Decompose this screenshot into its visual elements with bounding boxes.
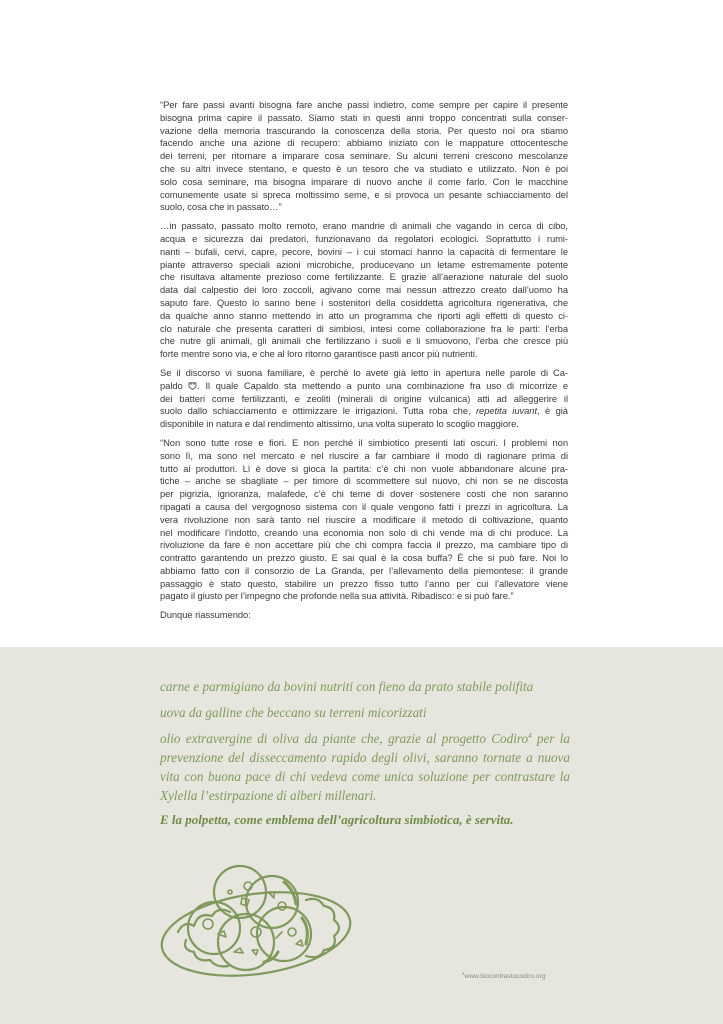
- text-line: sono lì, ma sono nel mercato e nel riuscire a far cambiare il modo di ragionare prima di: [160, 449, 568, 461]
- text-line: data dal calpestio dei loro zoccoli, agivano come mai nessun attrezzo creato dall’uomo ha: [160, 284, 568, 296]
- paragraph: [160, 220, 568, 361]
- text-line: Se il discorso vi suona familiare, è perché lo avete già letto in apertura nelle parole di Ca-: [160, 366, 568, 378]
- text-line: saputo fare. Questo lo sanno bene i sostenitori della cosiddetta agricoltura rigenerativa, che: [160, 296, 568, 308]
- text-line: bisogna prima capire il passato. Siamo stati in questi anni troppo concentrati sulla conser-: [160, 111, 568, 123]
- text-line: disponibile in natura e dal rendimento altissimo, una volta superato lo scoglio maggiore.: [160, 418, 519, 430]
- footnote-url[interactable]: www.biocontrastocodiro.org: [464, 973, 546, 980]
- text-line: carne e parmigiano da bovini nutriti con fieno da prato stabile polifita: [160, 679, 534, 694]
- slice: [257, 907, 311, 961]
- paragraph: [160, 703, 570, 722]
- text-line: piante attraverso speciali azioni microbiche, producevano un letame estremamente potente: [160, 258, 568, 270]
- text-line: prevenzione del disseccamento rapido degli olivi, saranno tornate a nuova: [160, 750, 570, 765]
- text-line: che risultava altamente prezioso come fertilizzante. E grazie all’aerazione naturale del suolo: [160, 271, 568, 283]
- text-line: nanti – bufali, cervi, capre, pecore, bovini – i cui stomaci hanno la capacità di fermentare le: [160, 245, 568, 257]
- paragraph: [160, 729, 570, 805]
- text-line: ripagati a causa del vergognoso sistema con il quale vengono fatti i prezzi in agricoltura. La: [160, 500, 568, 512]
- summary-list: [160, 677, 570, 835]
- slice: [188, 902, 240, 954]
- paragraph: [160, 367, 568, 431]
- text-line: tutto ai produttori. Lì è dove si gioca la partita: c’è chi non vuole abbandonare alcune pra-: [160, 462, 568, 474]
- text-line: Dunque riassumendo:: [160, 609, 251, 621]
- text-segment: paldo: [160, 379, 189, 391]
- paragraph: [160, 609, 568, 622]
- text-line: contratto garantendo un prezzo giusto. E sai qual è la cosa buffa? È che si può fare. Noi lo: [160, 552, 568, 564]
- text-line: rivoluzione da fare è non accettare più che chi compra faccia il prezzo, ma cambiare tipo di: [160, 539, 568, 551]
- text-line: abbiamo fatto con il consorzio de La Granda, per l’allevamento della piemontese: il grande: [160, 564, 568, 576]
- reference-icon: [188, 381, 197, 390]
- text-line: solo cosa seminare, ma bisogna imparare di nuovo anche il come farlo. Con le macchine: [160, 175, 568, 187]
- slice: [214, 866, 266, 918]
- plate: [156, 881, 355, 980]
- text-line: …in passato, passato molto remoto, erano mandrie di animali che vagando in cerca di cibo,: [160, 220, 568, 232]
- text-line: [160, 405, 568, 418]
- text-line: vazione della memoria trascurando la conoscenza della storia. Per questo noi ora stiamo: [160, 124, 568, 136]
- text-segment: per la: [531, 731, 570, 746]
- italic-text: repetita iuvant: [475, 405, 538, 417]
- text-line: tiche – anche se sbagliate – per timore di scommettere sul nuovo, chi non se ne discosta: [160, 475, 568, 487]
- text-line: comunemente usate si spreca moltissimo seme, e si provoca un pesante schiacciamento del: [160, 188, 568, 200]
- text-segment: olio extravergine di oliva da piante che, grazie al progetto Codiro: [160, 731, 529, 746]
- paragraph: [160, 99, 568, 214]
- text-line: per pigrizia, ignoranza, malafede, c’è chi teme di dover sostenere costi che non saranno: [160, 488, 568, 500]
- meatball-plate-illustration: [156, 862, 356, 980]
- paragraph: [160, 677, 570, 696]
- text-line: forte mentre sono via, e che al loro ritorno garantisce pasti ancor più nutrienti.: [160, 348, 478, 360]
- text-line: [160, 729, 570, 748]
- text-line: acqua e sicurezza dai predatori, funzionavano da regolatori ecologici. Soprattutto i rumi-: [160, 232, 568, 244]
- paragraph: [160, 437, 568, 603]
- slice: [246, 876, 298, 928]
- text-line: vera rivoluzione non sarà tanto nel riuscire a modificare il metodo di coltivazione, quanto: [160, 513, 568, 525]
- text-line: “Non sono tutte rose e fiori. E non perché il simbiotico presenti lati oscuri. I problemi non: [160, 436, 568, 448]
- text-line: nel modificare l’indotto, creando una economia non solo di chi vende ma di chi produce. La: [160, 526, 568, 538]
- footnote: [462, 973, 546, 980]
- text-line: dei batteri come fertilizzanti, e zeoliti (minerali di origine vulcanica) atti ad alleggerire il: [160, 392, 568, 404]
- text-line: che su altri invece stentano, e questo è un tesoro che va studiato e utilizzato. Non è poi: [160, 162, 568, 174]
- text-line: facendo anche una azione di recupero: abbiamo iniziato con le mappature ottocentesche: [160, 137, 568, 149]
- text-line: che nutre gli animali, gli animali che fertilizzano i suoli e li smuovono, l’erba che cresce più: [160, 335, 568, 347]
- text-line: dei terreni, per ritornare a imparare cosa seminare. Su alcuni terreni crescono mescolanze: [160, 150, 568, 162]
- text-line: “Per fare passi avanti bisogna fare anche passi indietro, come sempre per capire il presente: [160, 99, 568, 110]
- text-line: clo naturale che presenta caratteri di simbiosi, intesi come collaborazione fra le parti: l’erba: [160, 322, 568, 334]
- text-segment: suolo dallo schiacciamento e ottimizzare le irrigazioni. Tutta roba che,: [160, 405, 476, 417]
- text-line: pagato il giusto per l’impegno che profonde nella sua attività. Ribadisco: e si può fare.”: [160, 590, 514, 602]
- footnote-reference: 4: [528, 732, 532, 740]
- footnote-number: 4: [462, 971, 465, 976]
- text-line: uova da galline che beccano su terreni micorizzati: [160, 705, 427, 720]
- text-line: passaggio è stato questo, stabilire un prezzo fisso tutto l’anno per cui l’allevatore viene: [160, 577, 568, 589]
- text-line: suolo, cosa che in passato…”: [160, 201, 282, 213]
- text-line: Xylella l’estirpazione di alberi millenari.: [160, 788, 377, 803]
- text-line: vita con buona pace di chi vedeva come unica soluzione per contrastare la: [160, 769, 570, 784]
- text-line: da qualche anno stanno mettendo in atto un programma che riporti agli effetti di questo ci-: [160, 309, 568, 321]
- text-segment: . Il quale Capaldo sta mettendo a punto una combinazione fra uso di micorrize e: [197, 379, 568, 391]
- text-line: [160, 380, 568, 393]
- text-segment: , è già: [537, 405, 568, 417]
- article-body: [160, 99, 568, 628]
- summary-conclusion: E la polpetta, come emblema dell’agricoltura simbiotica, è servita.: [160, 812, 514, 827]
